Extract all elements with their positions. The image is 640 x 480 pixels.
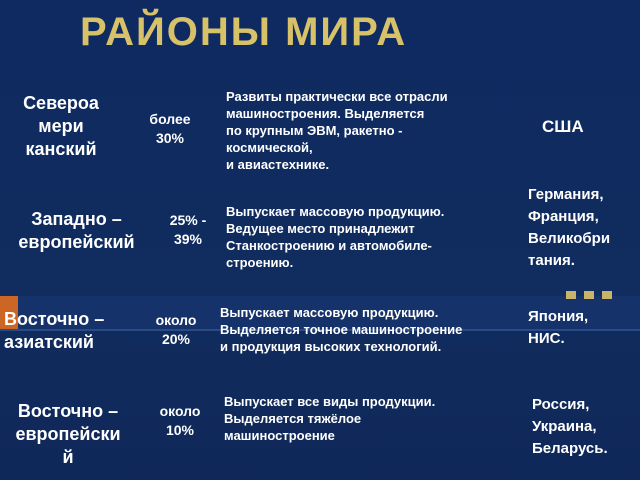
countries-east-europe <box>532 394 636 460</box>
share-west-europe <box>158 211 218 249</box>
region-east-asia <box>4 308 134 354</box>
description-line: Развиты практически все отрасли <box>226 89 448 104</box>
description-line: Выделяется точное машиностроение <box>220 322 463 337</box>
share-line: более <box>149 111 191 127</box>
description-east-asia <box>220 304 520 355</box>
country-line: Япония, <box>528 308 589 325</box>
description-line: Выпускает массовую продукцию. <box>220 305 439 320</box>
region-line: азиатский <box>4 332 94 352</box>
description-west-europe <box>226 203 516 271</box>
country-line: Россия, <box>532 396 590 413</box>
country-line: Франция, <box>528 208 599 225</box>
description-line: Выпускает все виды продукции. <box>224 394 436 409</box>
description-line: машиностроение <box>224 428 335 443</box>
region-line: европейский <box>18 232 135 252</box>
description-line: машиностроения. Выделяется <box>226 106 425 121</box>
country-line: Украина, <box>532 418 597 435</box>
description-line: Выпускает массовую продукцию. <box>226 204 445 219</box>
description-line: Выделяется тяжёлое <box>224 411 362 426</box>
description-line: и авиастехнике. <box>226 157 330 172</box>
description-east-europe <box>224 393 514 444</box>
country-line: НИС. <box>528 330 565 347</box>
description-line: космической, <box>226 140 313 155</box>
dot <box>584 291 594 299</box>
share-line: около <box>155 312 197 328</box>
description-line: и продукция высоких технологий. <box>220 339 442 354</box>
region-line: мери <box>38 116 84 136</box>
country-line: Германия, <box>528 186 604 203</box>
country-line: США <box>542 117 584 136</box>
region-west-europe <box>4 208 149 254</box>
share-line: 20% <box>161 331 191 347</box>
dot <box>602 291 612 299</box>
countries-north-america <box>542 116 632 138</box>
description-line: строению. <box>226 255 294 270</box>
countries-west-europe <box>528 184 636 272</box>
share-line: 25% - <box>169 212 207 228</box>
share-east-asia <box>146 311 206 349</box>
region-line: европейски <box>15 424 121 444</box>
share-line: 10% <box>165 422 195 438</box>
description-line: Ведущее место принадлежит <box>226 221 415 236</box>
description-line: по крупным ЭВМ, ракетно - <box>226 123 403 138</box>
country-line: Великобри <box>528 230 611 247</box>
share-line: 39% <box>173 231 203 247</box>
decorative-dots <box>566 291 612 299</box>
dot <box>566 291 576 299</box>
country-line: Беларусь. <box>532 440 608 457</box>
region-east-europe <box>4 400 132 469</box>
share-east-europe <box>150 402 210 440</box>
region-north-america <box>6 92 116 161</box>
description-north-america <box>226 88 516 173</box>
share-line: 30% <box>155 130 185 146</box>
region-line: й <box>62 447 74 467</box>
slide-title: РАЙОНЫ МИРА <box>80 10 408 54</box>
region-line: Западно – <box>31 209 122 229</box>
share-north-america <box>140 110 200 148</box>
description-line: Станкостроению и автомобиле- <box>226 238 432 253</box>
region-line: Восточно – <box>17 401 119 421</box>
countries-east-asia <box>528 306 628 350</box>
share-line: около <box>159 403 201 419</box>
region-line: Североа <box>23 93 99 113</box>
region-line: Восточно – <box>4 309 105 329</box>
region-line: канский <box>25 139 97 159</box>
country-line: тания. <box>528 252 575 269</box>
